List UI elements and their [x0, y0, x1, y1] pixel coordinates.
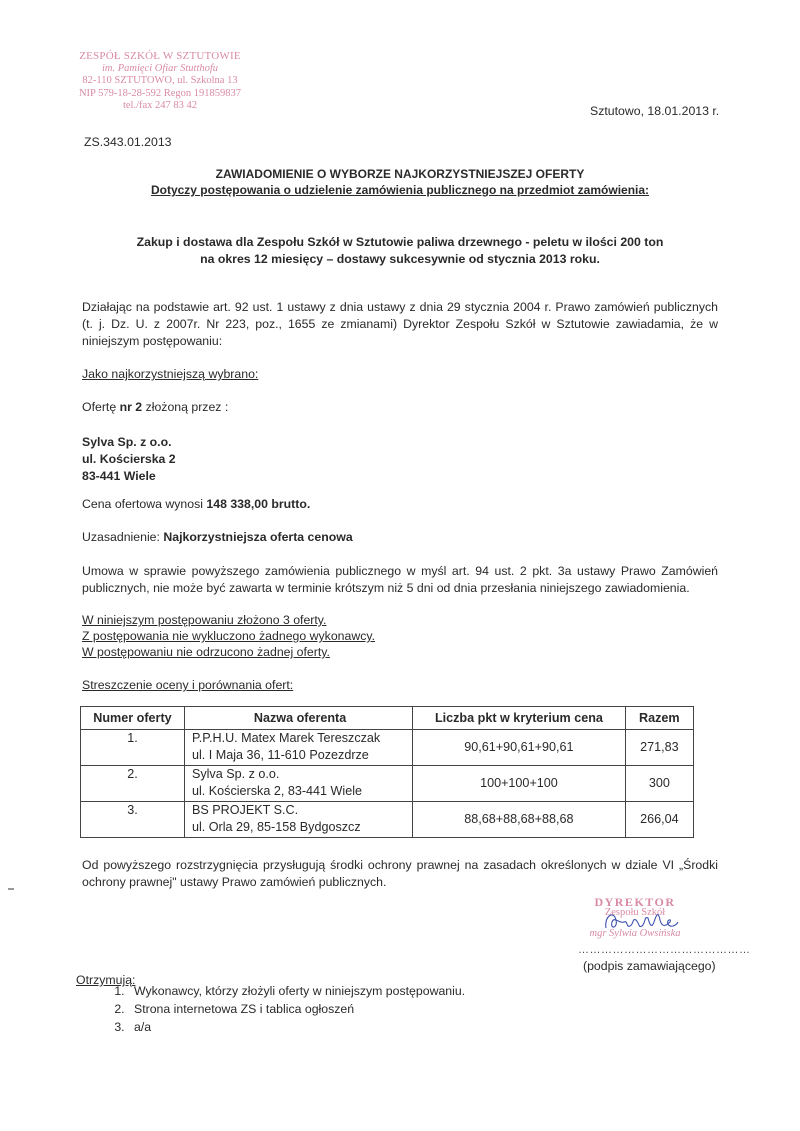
- bidder-address: ul. Orla 29, 85-158 Bydgoszcz: [191, 820, 361, 834]
- winner-address: [82, 434, 176, 485]
- subject-line: Zakup i dostawa dla Zespołu Szkół w Sztutowie paliwa drzewnego - peletu w ilości 200 ton: [136, 235, 664, 249]
- bidder-cell: [184, 766, 412, 802]
- list-item: 1. Wykonawcy, którzy złożyli oferty w niniejszym postępowaniu.: [128, 982, 465, 1000]
- bidder-name: P.P.H.U. Matex Marek Tereszczak: [191, 731, 381, 745]
- justification-label: Uzasadnienie:: [82, 530, 164, 544]
- stamp-line: tel./fax 247 83 42: [122, 100, 198, 111]
- fact-no-rejections: W postępowaniu nie odrzucono żadnej oferty.: [82, 645, 330, 659]
- offer-number-cell: 2.: [81, 766, 185, 802]
- scan-margin-mark: [8, 888, 14, 890]
- points-cell: 88,68+88,68+88,68: [413, 802, 625, 838]
- list-item: 3. a/a: [128, 1018, 465, 1036]
- justification-value: Najkorzystniejsza oferta cenowa: [163, 530, 353, 544]
- table-row: [81, 802, 694, 838]
- subject-line: na okres 12 miesięcy – dostawy sukcesywnie od stycznia 2013 roku.: [200, 252, 600, 266]
- recipients-list: [100, 982, 465, 1036]
- procurement-subject: [0, 234, 800, 268]
- contract-note: Umowa w sprawie powyższego zamówienia publicznego w myśl art. 94 ust. 2 pkt. 3a ustawy Prawo Zamówień publicznych, nie może być zawarta w terminie krótszym niż 5 dni od dnia przesłania niniejszego zawiadomienia.: [82, 564, 718, 595]
- summary-heading: Streszczenie oceny i porównania ofert:: [82, 678, 294, 692]
- price-label: Cena ofertowa wynosi: [82, 497, 207, 511]
- total-cell: 266,04: [625, 802, 693, 838]
- bidder-name: BS PROJEKT S.C.: [191, 803, 299, 817]
- table-row: [81, 730, 694, 766]
- bidder-cell: [184, 730, 412, 766]
- offer-suffix: złożoną przez :: [142, 400, 229, 414]
- signature-caption: (podpis zamawiającego): [583, 959, 716, 973]
- intro-paragraph: Działając na podstawie art. 92 ust. 1 ustawy z dnia ustawy z dnia 29 stycznia 2004 r. Prawo zamówień publicznych (t. j. Dz. U. z 2007r. Nr 223, poz., 1655 ze zmianami) Dyrektor Zespołu Szkół w Sztutowie zawiadamia, że w niniejszym postępowaniu:: [82, 300, 718, 348]
- stamp-line: NIP 579-18-28-592 Regon 191859837: [78, 87, 242, 99]
- stamp-org: Zespołu Szkół: [604, 907, 666, 918]
- signature-line: ………………………………………: [578, 944, 751, 956]
- winner-street: ul. Kościerska 2: [82, 452, 176, 466]
- list-item: 2. Strona internetowa ZS i tablica ogłoszeń: [128, 1000, 465, 1018]
- col-header-number: Numer oferty: [81, 707, 185, 730]
- offer-number-cell: 1.: [81, 730, 185, 766]
- price-value: 148 338,00 brutto.: [206, 497, 311, 511]
- col-header-total: Razem: [625, 707, 693, 730]
- winner-name: Sylva Sp. z o.o.: [82, 435, 172, 449]
- stamp-name: mgr Sylwia Owsińska: [589, 928, 681, 939]
- points-cell: 90,61+90,61+90,61: [413, 730, 625, 766]
- offer-number-cell: 3.: [81, 802, 185, 838]
- handwritten-signature-icon: [600, 906, 680, 936]
- selected-heading: Jako najkorzystniejszą wybrano:: [82, 367, 259, 381]
- col-header-points: Liczba pkt w kryterium cena: [413, 707, 625, 730]
- bidder-address: ul. Kościerska 2, 83-441 Wiele: [191, 784, 363, 798]
- document-title: ZAWIADOMIENIE O WYBORZE NAJKORZYSTNIEJSZEJ OFERTY: [215, 167, 585, 181]
- offers-comparison-table: [80, 706, 694, 838]
- bidder-address: ul. I Maja 36, 11-610 Pozezdrze: [191, 748, 369, 762]
- bidder-name: Sylva Sp. z o.o.: [191, 767, 280, 781]
- offer-prefix: Ofertę: [82, 400, 120, 414]
- justification: [82, 529, 353, 546]
- stamp-line: im. Pamięci Ofiar Stutthofu: [101, 62, 219, 74]
- stamp-title: DYREKTOR: [594, 895, 676, 909]
- school-stamp: [55, 50, 265, 113]
- bidder-cell: [184, 802, 412, 838]
- fact-offers-count: W niniejszym postępowaniu złożono 3 oferty.: [82, 613, 327, 627]
- total-cell: 300: [625, 766, 693, 802]
- winner-city: 83-441 Wiele: [82, 469, 156, 483]
- points-cell: 100+100+100: [413, 766, 625, 802]
- stamp-line: ZESPÓŁ SZKÓŁ W SZTUTOWIE: [79, 50, 241, 62]
- recipients-heading: Otrzymują:: [76, 973, 136, 987]
- reference-number: ZS.343.01.2013: [84, 135, 172, 149]
- place-date: Sztutowo, 18.01.2013 r.: [590, 104, 720, 118]
- selected-offer: [82, 399, 228, 416]
- stamp-line: 82-110 SZTUTOWO, ul. Szkolna 13: [82, 75, 238, 86]
- document-subtitle: Dotyczy postępowania o udzielenie zamówienia publicznego na przedmiot zamówienia:: [150, 183, 650, 197]
- fact-no-exclusions: Z postępowania nie wykluczono żadnego wykonawcy.: [82, 629, 376, 643]
- total-cell: 271,83: [625, 730, 693, 766]
- offer-price: [82, 496, 310, 513]
- table-header-row: [81, 707, 694, 730]
- legal-remedies-paragraph: Od powyższego rozstrzygnięcia przysługują środki ochrony prawnej na zasadach określonych w dziale VI „Środki ochrony prawnej" ustawy Prawo zamówień publicznych.: [82, 858, 718, 889]
- table-row: [81, 766, 694, 802]
- col-header-name: Nazwa oferenta: [184, 707, 412, 730]
- offer-number: nr 2: [119, 400, 143, 414]
